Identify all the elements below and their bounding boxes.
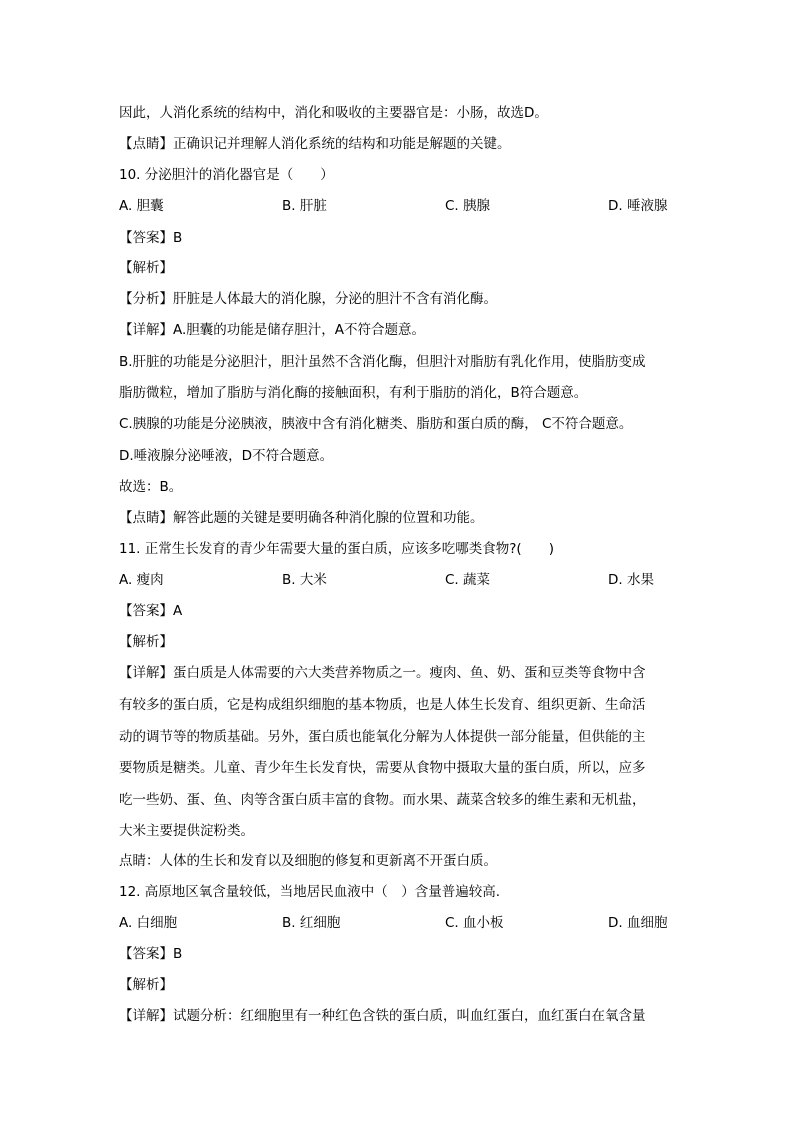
q10-analysis-label: 【解析】 [119, 260, 173, 276]
q10-detail-line: 脂肪微粒，增加了脂肪与消化酶的接触面积，有利于脂肪的消化，B符合题意。 [119, 385, 588, 401]
q10-answer: 【答案】B [119, 230, 183, 246]
option-a: A. 瘦肉 [119, 572, 164, 588]
q10-detail-line: 【详解】A.胆囊的功能是储存胆汁，A不符合题意。 [119, 322, 426, 338]
q11-detail-line: 大米主要提供淀粉类。 [119, 823, 254, 839]
q11-detail-line: 有较多的蛋白质，它是构成组织细胞的基本物质，也是人体生长发育、组织更新、生命活 [119, 697, 646, 713]
option-c: C. 蔬菜 [445, 572, 491, 588]
option-c: C. 胰腺 [445, 198, 491, 214]
q12-analysis-label: 【解析】 [119, 977, 173, 993]
q11-analysis-label: 【解析】 [119, 634, 173, 650]
option-c: C. 血小板 [445, 915, 504, 931]
q9-conclusion: 因此，人消化系统的结构中，消化和吸收的主要器官是：小肠，故选D。 [119, 105, 548, 121]
option-b: B. 肝脏 [282, 198, 327, 214]
q11-detail-line: 要物质是糖类。儿童、青少年生长发育快，需要从食物中摄取大量的蛋白质，所以，应多 [119, 760, 646, 776]
option-a: A. 胆囊 [119, 198, 164, 214]
q10-note: 【点睛】解答此题的关键是要明确各种消化腺的位置和功能。 [119, 510, 484, 526]
q11-note: 点睛：人体的生长和发育以及细胞的修复和更新离不开蛋白质。 [119, 853, 497, 869]
q10-question: 10. 分泌胆汁的消化器官是（ ） [119, 167, 334, 183]
option-d: D. 水果 [608, 572, 654, 588]
q12-answer: 【答案】B [119, 946, 183, 962]
q10-detail-line: C.胰腺的功能是分泌胰液，胰液中含有消化糖类、脂肪和蛋白质的酶， C不符合题意。 [119, 416, 633, 432]
option-a: A. 白细胞 [119, 915, 178, 931]
q9-note: 【点睛】正确识记并理解人消化系统的结构和功能是解题的关键。 [119, 136, 511, 152]
option-b: B. 红细胞 [282, 915, 341, 931]
option-d: D. 唾液腺 [608, 198, 668, 214]
q10-analysis: 【分析】肝脏是人体最大的消化腺，分泌的胆汁不含有消化酶。 [119, 291, 497, 307]
option-d: D. 血细胞 [608, 915, 668, 931]
q10-detail-line: 故选：B。 [119, 479, 183, 495]
q12-question: 12. 高原地区氧含量较低，当地居民血液中（ ）含量普遍较高. [119, 884, 501, 900]
q11-detail-line: 吃一些奶、蛋、鱼、肉等含蛋白质丰富的食物。而水果、蔬菜含较多的维生素和无机盐， [119, 792, 646, 808]
q11-question: 11. 正常生长发育的青少年需要大量的蛋白质，应该多吃哪类食物?( ) [119, 541, 554, 557]
q11-detail-line: 动的调节等的物质基础。另外，蛋白质也能氧化分解为人体提供一部分能量，但供能的主 [119, 729, 646, 745]
q10-detail-line: D.唾液腺分泌唾液，D不符合题意。 [119, 448, 334, 464]
q11-detail-line: 【详解】蛋白质是人体需要的六大类营养物质之一。瘦肉、鱼、奶、蛋和豆类等食物中含 [119, 665, 646, 681]
q10-detail-line: B.肝脏的功能是分泌胆汁，胆汁虽然不含消化酶，但胆汁对脂肪有乳化作用，使脂肪变成 [119, 354, 646, 370]
q11-answer: 【答案】A [119, 603, 183, 619]
option-b: B. 大米 [282, 572, 327, 588]
q12-detail: 【详解】试题分析：红细胞里有一种红色含铁的蛋白质，叫血红蛋白，血红蛋白在氧含量 [119, 1008, 646, 1024]
